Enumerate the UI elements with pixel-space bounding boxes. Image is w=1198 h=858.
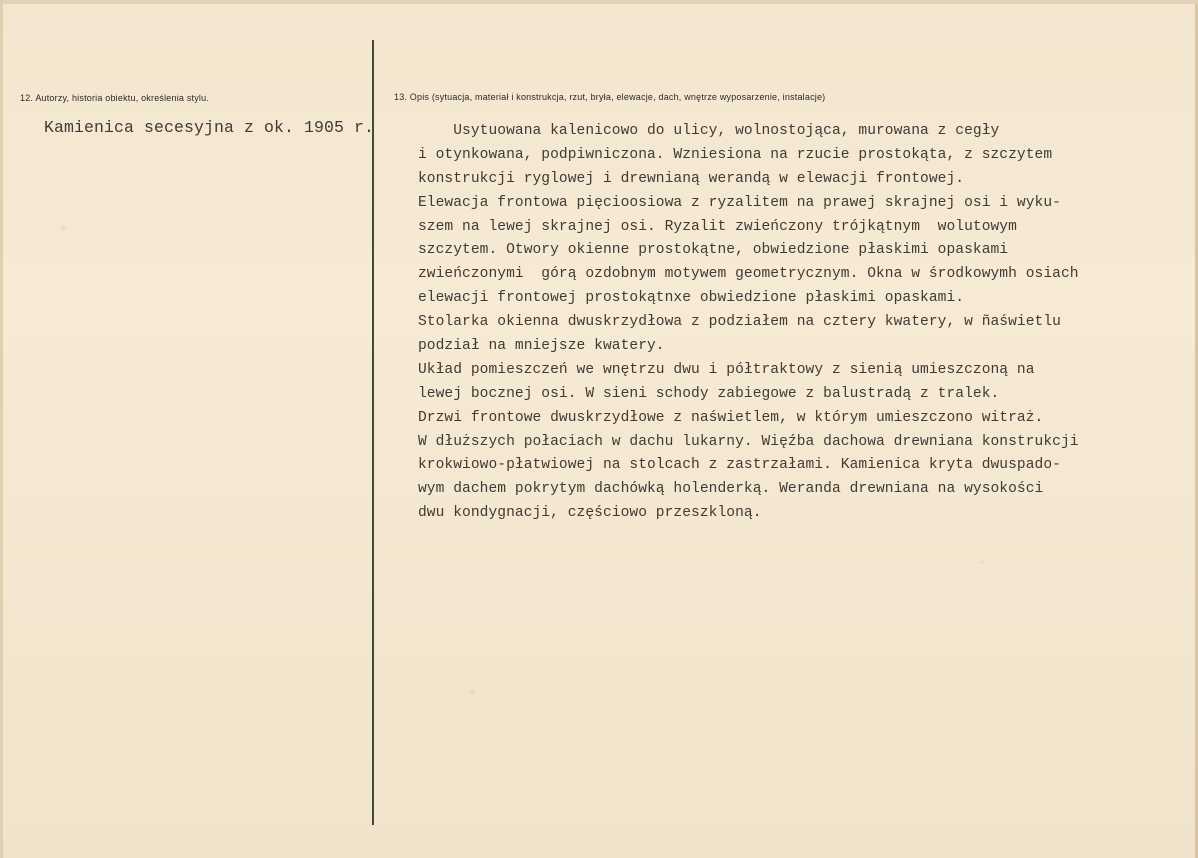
description-line: Usytuowana kalenicowo do ulicy, wolnostojąca, murowana z cegły [418, 123, 1000, 139]
description-line: szczytem. Otwory okienne prostokątne, obwiedzione płaskimi opaskami [418, 242, 1009, 259]
description-line: elewacji frontowej prostokątnxe obwiedzione płaskimi opaskami. [418, 290, 965, 307]
description-line: zwieńczonymi górą ozdobnym motywem geometrycznym. Okna w środkowymh osiach [418, 266, 1079, 283]
paper-spot [60, 225, 66, 231]
description-line: Układ pomieszczeń we wnętrzu dwu i półtraktowy z sienią umieszczoną na [418, 361, 1035, 378]
description-line: i otynkowana, podpiwniczona. Wzniesiona na rzucie prostokąta, z szczytem [418, 146, 1053, 163]
section-13-label: 13. Opis (sytuacja, materiał i konstrukcja, rzut, bryła, elewacje, dach, wnętrze wyposarzenie, instalacje) [394, 92, 826, 102]
description-line: dwu kondygnacji, częściowo przeszkloną. [418, 505, 762, 522]
description-line: krokwiowo-płatwiowej na stolcach z zastrzałami. Kamienica kryta dwuspado- [418, 457, 1061, 474]
section-13-description [418, 120, 1188, 526]
section-12-text: Kamienica secesyjna z ok. 1905 r. [44, 118, 375, 137]
section-12-label: 12. Autorzy, historia obiektu, określenia stylu. [20, 93, 210, 103]
description-line: konstrukcji ryglowej i drewnianą werandą w elewacji frontowej. [418, 170, 965, 187]
description-line: W dłuższych połaciach w dachu lukarny. Więźba dachowa drewniana konstrukcji [418, 433, 1079, 450]
paper-spot [470, 690, 475, 695]
card-top-edge [0, 0, 1198, 4]
description-line: podział na mniejsze kwatery. [418, 338, 665, 355]
description-line: Drzwi frontowe dwuskrzydłowe z naświetlem, w którym umieszczono witraż. [418, 409, 1044, 426]
description-line: Elewacja frontowa pięcioosiowa z ryzalitem na prawej skrajnej osi i wyku- [418, 194, 1061, 211]
description-line: lewej bocznej osi. W sieni schody zabiegowe z balustradą z tralek. [418, 385, 1000, 402]
card-left-edge [0, 0, 3, 858]
column-divider [372, 40, 374, 825]
description-line: szem na lewej skrajnej osi. Ryzalit zwieńczony trójkątnym wolutowym [418, 218, 1017, 235]
description-line: wym dachem pokrytym dachówką holenderką. Weranda drewniana na wysokości [418, 481, 1044, 498]
description-line: Stolarka okienna dwuskrzydłowa z podziałem na cztery kwatery, w ñaświetlu [418, 314, 1061, 331]
paper-spot [980, 560, 984, 564]
